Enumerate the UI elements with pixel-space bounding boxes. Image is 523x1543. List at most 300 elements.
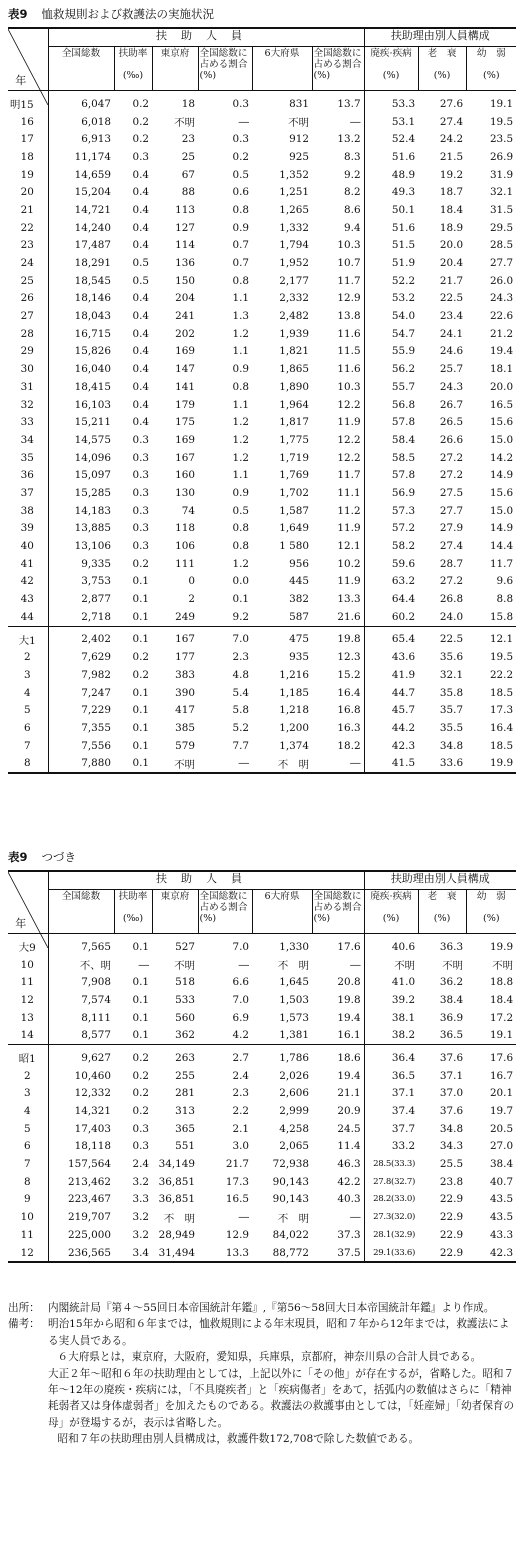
six-share-cell: 15.2 <box>312 666 364 684</box>
six-cell: 不 明 <box>277 960 309 973</box>
year-cell: 明15 <box>8 91 48 113</box>
tokyo-cell: 365 <box>175 1122 195 1135</box>
tokyo-share-cell: 5.4 <box>232 686 249 699</box>
rate-cell: 0.2 <box>132 1105 149 1118</box>
six-cell: 1,503 <box>279 993 309 1006</box>
table-row <box>8 413 516 431</box>
six-share-cell: ― <box>312 113 364 131</box>
six-share-cell: 11.6 <box>312 325 364 343</box>
old-cell: 19.2 <box>439 168 464 181</box>
total-cell: 14,321 <box>74 1105 111 1118</box>
table-row <box>8 719 516 737</box>
young-cell: 14.9 <box>489 522 514 535</box>
six-share-cell: 16.1 <box>312 1026 364 1044</box>
year-cell: 8 <box>8 754 48 773</box>
tokyo-share-cell: 2.4 <box>232 1069 249 1082</box>
rate-cell: 0.4 <box>132 345 149 358</box>
young-cell: 15.8 <box>489 610 514 623</box>
total-cell: 2,718 <box>81 610 111 623</box>
year-cell: 18 <box>8 148 48 166</box>
year-header <box>8 871 48 934</box>
rate-cell: 0.2 <box>132 668 149 681</box>
young-cell: 14.2 <box>489 451 514 464</box>
tokyo-share-cell: 2.1 <box>232 1122 249 1135</box>
young-cell: 40.7 <box>489 1175 514 1188</box>
rate-cell: 0.3 <box>132 522 149 535</box>
total-cell: 17,403 <box>74 1122 111 1135</box>
remarks-list <box>48 1316 516 1447</box>
six-cell: 1,332 <box>279 221 309 234</box>
year-cell: 43 <box>8 590 48 608</box>
year-cell: 6 <box>8 1138 48 1156</box>
disease-cell: 53.3 <box>391 97 416 110</box>
table2-caption: つづき <box>41 850 77 864</box>
total-cell: 13,885 <box>74 522 111 535</box>
notes <box>8 1300 516 1448</box>
disease-cell: 59.6 <box>391 557 416 570</box>
year-cell: 2 <box>8 1067 48 1085</box>
disease-cell: 41.5 <box>391 757 416 770</box>
persons-group-header: 扶助人員 <box>48 871 364 890</box>
rate-cell: 0.1 <box>132 940 149 953</box>
six-cell: 1,939 <box>279 327 309 340</box>
old-cell: 23.8 <box>439 1175 464 1188</box>
rate-header: 扶助率 <box>114 47 152 61</box>
year-cell: 21 <box>8 201 48 219</box>
old-cell: 22.5 <box>418 626 466 648</box>
old-cell: 27.6 <box>439 97 464 110</box>
old-cell: 20.4 <box>439 257 464 270</box>
tokyo-share-cell: 1.1 <box>232 292 249 305</box>
tokyo-cell: 130 <box>175 486 195 499</box>
tokyo-share-cell: 7.0 <box>198 626 252 648</box>
disease-cell: 36.5 <box>391 1069 416 1082</box>
young-cell: 27.7 <box>489 257 514 270</box>
corner-diagonal <box>8 29 48 105</box>
rate-cell: 0.4 <box>132 203 149 216</box>
young-cell: 9.6 <box>496 575 514 588</box>
tokyo-cell: 169 <box>175 433 195 446</box>
year-cell: 13 <box>8 1009 48 1027</box>
tokyo-share-cell: 16.5 <box>225 1193 249 1206</box>
six-share-header: 全国総数に占める割合(%) <box>312 47 364 91</box>
six-cell: 90,143 <box>272 1193 309 1206</box>
total-cell: 7,355 <box>81 721 111 734</box>
old-cell: 37.1 <box>439 1069 464 1082</box>
year-cell: 35 <box>8 449 48 467</box>
tokyo-share-cell: 4.2 <box>232 1029 249 1042</box>
six-cell: 72,938 <box>272 1158 309 1171</box>
total-cell: 18,545 <box>74 274 111 287</box>
total-header: 全国総数 <box>48 47 114 91</box>
rate-header: 扶助率 <box>114 890 152 904</box>
six-share-cell: 13.8 <box>312 307 364 325</box>
six-share-cell: 11.9 <box>312 573 364 591</box>
disease-unit: (%) <box>364 60 418 91</box>
six-share-cell: 11.6 <box>312 360 364 378</box>
total-cell: 18,118 <box>74 1140 111 1153</box>
total-cell: 9,335 <box>81 557 111 570</box>
six-cell: 1,374 <box>279 739 309 752</box>
year-cell: 32 <box>8 396 48 414</box>
six-cell: 2,482 <box>279 310 309 323</box>
six-share-cell: 12.9 <box>312 290 364 308</box>
year-cell: 27 <box>8 307 48 325</box>
young-cell: 20.0 <box>489 380 514 393</box>
year-cell: 10 <box>8 1208 48 1226</box>
rate-cell: 0.1 <box>132 1029 149 1042</box>
old-cell: 23.4 <box>439 310 464 323</box>
total-cell: 7,574 <box>81 993 111 1006</box>
six-cell: 1,769 <box>279 469 309 482</box>
table-row <box>8 396 516 414</box>
table-row <box>8 666 516 684</box>
tokyo-cell: 179 <box>175 398 195 411</box>
disease-cell: 53.1 <box>391 115 416 128</box>
disease-cell: 57.2 <box>391 522 416 535</box>
reasons-group-header: 扶助理由別人員構成 <box>364 871 516 890</box>
disease-cell: 37.4 <box>391 1105 416 1118</box>
six-share-cell: 46.3 <box>312 1155 364 1173</box>
rate-cell: 0.5 <box>132 274 149 287</box>
old-cell: 27.5 <box>439 486 464 499</box>
table-row <box>8 325 516 343</box>
old-cell: 35.8 <box>439 686 464 699</box>
table-row <box>8 684 516 702</box>
tokyo-share-header: 全国総数に占める割合(%) <box>198 890 252 934</box>
young-cell: 19.5 <box>489 651 514 664</box>
remarks-label: 備考： <box>8 1318 40 1331</box>
tokyo-cell: 560 <box>175 1011 195 1024</box>
young-cell: 16.5 <box>489 398 514 411</box>
rate-cell: 0.1 <box>132 757 149 770</box>
six-share-cell: 13.2 <box>312 130 364 148</box>
six-share-cell: 12.2 <box>312 396 364 414</box>
six-share-cell: 42.2 <box>312 1173 364 1191</box>
disease-cell: 55.9 <box>391 345 416 358</box>
total-cell: 16,103 <box>74 398 111 411</box>
six-share-cell: 12.1 <box>312 537 364 555</box>
rate-cell: 0.4 <box>132 380 149 393</box>
tokyo-share-cell: ― <box>238 958 249 971</box>
old-header: 老 衰 <box>418 47 466 61</box>
tokyo-cell: 67 <box>181 168 195 181</box>
tokyo-share-cell: 1.3 <box>232 310 249 323</box>
old-cell: 32.1 <box>439 668 464 681</box>
old-cell: 22.9 <box>439 1193 464 1206</box>
rate-cell: 0.4 <box>132 363 149 376</box>
young-cell: 19.7 <box>489 1105 514 1118</box>
six-cell: 90,143 <box>272 1175 309 1188</box>
total-cell: 7,247 <box>81 686 111 699</box>
disease-cell: 45.7 <box>391 704 416 717</box>
six-share-cell: 37.5 <box>312 1244 364 1263</box>
tokyo-share-cell: 1.2 <box>232 451 249 464</box>
six-share-cell: 24.5 <box>312 1120 364 1138</box>
total-cell: 3,753 <box>81 575 111 588</box>
young-cell: 19.5 <box>489 115 514 128</box>
old-cell: 34.8 <box>439 1122 464 1135</box>
disease-cell: 57.8 <box>391 469 416 482</box>
young-cell: 43.5 <box>489 1193 514 1206</box>
table1-label: 表9 <box>8 7 28 21</box>
six-cell: 1,786 <box>252 1045 312 1067</box>
six-cell: 382 <box>289 593 309 606</box>
year-label: 年 <box>15 917 41 930</box>
old-cell: 21.7 <box>439 274 464 287</box>
table-row <box>8 431 516 449</box>
rate-cell: 0.4 <box>132 416 149 429</box>
six-cell: 不 明 <box>277 758 309 771</box>
disease-cell: 36.4 <box>364 1045 418 1067</box>
rate-cell: 0.2 <box>132 1087 149 1100</box>
tokyo-share-cell: 0.6 <box>232 186 249 199</box>
rate-cell: 0.1 <box>114 626 152 648</box>
year-cell: 29 <box>8 343 48 361</box>
table1 <box>8 27 516 774</box>
disease-cell: 54.0 <box>391 310 416 323</box>
tokyo-cell: 88 <box>181 186 195 199</box>
tokyo-cell: 不明 <box>174 758 195 771</box>
old-cell: 18.4 <box>439 203 464 216</box>
old-cell: 22.5 <box>439 292 464 305</box>
disease-cell: 57.3 <box>391 504 416 517</box>
six-share-cell: 20.8 <box>312 973 364 991</box>
rate-cell: 2.4 <box>132 1158 149 1171</box>
source-text: 内閣統計局『第４～55回日本帝国統計年鑑』,『第56～58回大日本帝国統計年鑑』より作成。 <box>48 1302 495 1314</box>
six-share-cell: 13.3 <box>312 590 364 608</box>
young-cell: 14.9 <box>489 469 514 482</box>
young-cell: 27.0 <box>489 1140 514 1153</box>
year-cell: 8 <box>8 1173 48 1191</box>
old-cell: 24.0 <box>439 610 464 623</box>
total-cell: 7,908 <box>81 976 111 989</box>
young-cell: 42.3 <box>489 1246 514 1259</box>
table-row <box>8 307 516 325</box>
rate-cell: 0.2 <box>132 115 149 128</box>
total-cell: 10,460 <box>74 1069 111 1082</box>
tokyo-share-cell: 0.5 <box>232 504 249 517</box>
six-cell: 475 <box>252 626 312 648</box>
table-row <box>8 537 516 555</box>
table-row <box>8 201 516 219</box>
six-share-cell: 17.6 <box>312 934 364 956</box>
tokyo-share-cell: 0.5 <box>232 168 249 181</box>
six-share-cell: 21.1 <box>312 1085 364 1103</box>
total-cell: 225,000 <box>68 1228 111 1241</box>
rate-cell: 0.4 <box>132 398 149 411</box>
tokyo-share-cell: 7.7 <box>232 739 249 752</box>
year-cell: 12 <box>8 1244 48 1263</box>
six-cell: 84,022 <box>272 1228 309 1241</box>
six-share-cell: 8.2 <box>312 183 364 201</box>
disease-cell: 55.7 <box>391 380 416 393</box>
tokyo-share-cell: 0.3 <box>232 133 249 146</box>
rate-cell: 0.1 <box>132 976 149 989</box>
tokyo-share-cell: 6.6 <box>232 976 249 989</box>
year-cell: 大9 <box>8 934 48 956</box>
old-cell: 22.9 <box>439 1211 464 1224</box>
rate-cell: 0.3 <box>132 150 149 163</box>
tokyo-share-header: 全国総数に占める割合(%) <box>198 47 252 91</box>
six-share-cell: 8.6 <box>312 201 364 219</box>
young-cell: 11.7 <box>489 557 514 570</box>
tokyo-cell: 255 <box>175 1069 195 1082</box>
tokyo-cell: 175 <box>175 416 195 429</box>
tokyo-cell: 127 <box>175 221 195 234</box>
six-cell: 88,772 <box>272 1246 309 1259</box>
rate-cell: 0.1 <box>132 739 149 752</box>
six-cell: 2,332 <box>279 292 309 305</box>
table-row <box>8 1208 516 1226</box>
tokyo-cell: 518 <box>175 976 195 989</box>
total-cell: 14,183 <box>74 504 111 517</box>
rate-cell: ― <box>138 958 149 971</box>
old-cell: 37.6 <box>418 1045 466 1067</box>
total-cell: 213,462 <box>68 1175 111 1188</box>
disease-cell: 65.4 <box>364 626 418 648</box>
six-cell: 956 <box>289 557 309 570</box>
disease-cell: 38.1 <box>391 1011 416 1024</box>
old-cell: 35.7 <box>439 704 464 717</box>
six-share-cell: 20.9 <box>312 1102 364 1120</box>
table1-title <box>8 6 214 22</box>
tokyo-cell: 241 <box>175 310 195 323</box>
total-cell: 2,402 <box>48 626 114 648</box>
table-row <box>8 626 516 648</box>
six-share-cell: 10.3 <box>312 237 364 255</box>
table-row <box>8 343 516 361</box>
six-cell: 2,177 <box>279 274 309 287</box>
tokyo-cell: 36,851 <box>158 1175 195 1188</box>
total-cell: 6,913 <box>81 133 111 146</box>
table2-label: 表9 <box>8 850 28 864</box>
tokyo-cell: 167 <box>175 451 195 464</box>
total-cell: 18,291 <box>74 257 111 270</box>
table-row <box>8 737 516 755</box>
table-row <box>8 449 516 467</box>
six-cell: 2,606 <box>279 1087 309 1100</box>
total-cell: 157,564 <box>68 1158 111 1171</box>
year-cell: 2 <box>8 648 48 666</box>
old-cell: 26.7 <box>439 398 464 411</box>
table-row <box>8 1191 516 1209</box>
tokyo-cell: 204 <box>175 292 195 305</box>
year-cell: 41 <box>8 555 48 573</box>
disease-cell: 28.1(32.9) <box>373 1229 416 1240</box>
total-cell: 14,240 <box>74 221 111 234</box>
rate-cell: 0.2 <box>114 1045 152 1067</box>
tokyo-cell: 281 <box>175 1087 195 1100</box>
old-cell: 20.0 <box>439 239 464 252</box>
total-cell: 7,982 <box>81 668 111 681</box>
table-row <box>8 1026 516 1044</box>
old-cell: 27.2 <box>439 451 464 464</box>
total-cell: 16,715 <box>74 327 111 340</box>
tokyo-cell: 36,851 <box>158 1193 195 1206</box>
total-cell: 15,211 <box>74 416 111 429</box>
old-cell: 37.6 <box>439 1105 464 1118</box>
tokyo-cell: 202 <box>175 327 195 340</box>
table-row <box>8 520 516 538</box>
total-cell: 12,332 <box>74 1087 111 1100</box>
rate-cell: 0.4 <box>132 186 149 199</box>
tokyo-cell: 141 <box>175 380 195 393</box>
disease-cell: 64.4 <box>391 593 416 606</box>
rate-cell: 0.2 <box>132 557 149 570</box>
rate-cell: 0.4 <box>132 239 149 252</box>
year-cell: 7 <box>8 737 48 755</box>
old-cell: 28.7 <box>439 557 464 570</box>
young-cell: 22.2 <box>489 668 514 681</box>
tokyo-cell: 390 <box>175 686 195 699</box>
tokyo-cell: 533 <box>175 993 195 1006</box>
six-cell: 1,381 <box>279 1029 309 1042</box>
disease-cell: 44.7 <box>391 686 416 699</box>
total-cell: 6,047 <box>81 97 111 110</box>
six-cell: 1,251 <box>279 186 309 199</box>
disease-cell: 57.8 <box>391 416 416 429</box>
six-cell: 587 <box>289 610 309 623</box>
table-row <box>8 1138 516 1156</box>
young-unit: (%) <box>466 60 516 91</box>
disease-cell: 54.7 <box>391 327 416 340</box>
total-cell: 7,229 <box>81 704 111 717</box>
rate-cell: 0.3 <box>132 451 149 464</box>
six-share-cell: ― <box>312 956 364 974</box>
tokyo-cell: 28,949 <box>158 1228 195 1241</box>
six-cell: 1,216 <box>279 668 309 681</box>
six-share-cell: 16.4 <box>312 684 364 702</box>
young-cell: 26.0 <box>489 274 514 287</box>
tokyo-cell: 18 <box>181 97 195 110</box>
tokyo-cell: 不明 <box>174 960 195 973</box>
disease-cell: 41.9 <box>391 668 416 681</box>
tokyo-share-cell: 1.1 <box>232 345 249 358</box>
six-share-cell: 19.4 <box>312 1067 364 1085</box>
tokyo-share-cell: 0.8 <box>232 274 249 287</box>
tokyo-share-cell: ― <box>238 757 249 770</box>
tokyo-cell: 31,494 <box>158 1246 195 1259</box>
rate-cell: 3.3 <box>132 1193 149 1206</box>
old-cell: 22.9 <box>439 1246 464 1259</box>
young-cell: 15.6 <box>489 486 514 499</box>
tokyo-share-cell: 0.8 <box>232 540 249 553</box>
six-cell: 不明 <box>288 117 309 130</box>
year-cell: 5 <box>8 1120 48 1138</box>
total-header: 全国総数 <box>48 890 114 934</box>
six-cell: 1,218 <box>279 704 309 717</box>
year-header <box>8 28 48 91</box>
six-share-cell: 16.3 <box>312 719 364 737</box>
tokyo-cell: 114 <box>175 239 195 252</box>
six-cell: 1,794 <box>279 239 309 252</box>
total-cell: 2,877 <box>81 593 111 606</box>
disease-cell: 49.3 <box>391 186 416 199</box>
year-cell: 9 <box>8 1191 48 1209</box>
old-cell: 24.3 <box>439 380 464 393</box>
disease-header: 廃疾·疾病 <box>364 47 418 61</box>
year-cell: 3 <box>8 1085 48 1103</box>
old-cell: 33.6 <box>439 757 464 770</box>
year-cell: 10 <box>8 956 48 974</box>
six-share-cell: 12.3 <box>312 648 364 666</box>
young-cell: 23.5 <box>489 133 514 146</box>
tokyo-cell: 136 <box>175 257 195 270</box>
tokyo-share-cell: 7.0 <box>232 993 249 1006</box>
six-cell: 1,265 <box>279 203 309 216</box>
six-share-cell: 11.7 <box>312 466 364 484</box>
